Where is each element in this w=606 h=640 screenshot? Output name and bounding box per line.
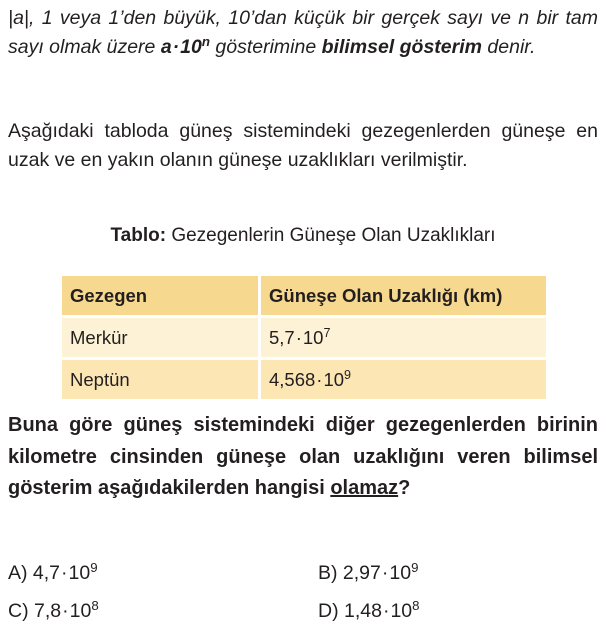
distance-base: 10: [323, 368, 345, 390]
distance-dot: ·: [316, 368, 323, 390]
planet-cell: Merkür: [62, 317, 260, 359]
table-row: [62, 317, 546, 359]
option-mantissa: 2,97: [342, 562, 381, 584]
option-base: 10: [390, 600, 413, 622]
option-c[interactable]: [8, 597, 99, 625]
option-d[interactable]: [318, 597, 420, 625]
option-exponent: 9: [411, 559, 419, 575]
option-letter: C): [8, 600, 29, 622]
caption-label: Tablo:: [110, 225, 167, 246]
distance-cell: [260, 317, 547, 359]
distance-base: 10: [302, 326, 324, 348]
option-mantissa: 1,48: [344, 600, 382, 622]
notation-ten: 10: [180, 36, 202, 58]
table-row: [62, 359, 546, 400]
distance-table: [62, 276, 546, 399]
option-base: 10: [389, 562, 412, 584]
option-dot: ·: [61, 562, 68, 584]
abs-a: |a|: [8, 7, 29, 29]
question-body: Buna göre güneş sistemindeki diğer gezegenlerden birinin kilometre cinsinden güneşe olan uzaklığını veren bilimsel gösterim aşağıdakilerden hangisi: [8, 414, 598, 499]
distance-cell: [260, 359, 547, 400]
distance-dot: ·: [295, 326, 302, 348]
option-mantissa: 4,7: [32, 562, 61, 584]
option-letter: D): [318, 600, 339, 622]
option-b[interactable]: [318, 559, 418, 587]
header-distance: Güneşe Olan Uzaklığı (km): [260, 276, 547, 317]
option-exponent: 8: [91, 597, 99, 613]
definition-paragraph: [8, 4, 598, 62]
caption-text: Gezegenlerin Güneşe Olan Uzaklıkları: [166, 225, 496, 246]
notation-formula: [160, 33, 210, 58]
question-underlined: olamaz: [330, 477, 399, 499]
table-caption: [0, 222, 606, 250]
option-mantissa: 7,8: [34, 600, 62, 622]
question-text: [8, 410, 598, 505]
option-letter: A): [8, 562, 28, 584]
option-exponent: 9: [90, 559, 98, 575]
definition-term: bilimsel gösterim: [321, 36, 482, 58]
option-dot: ·: [62, 600, 69, 622]
option-base: 10: [68, 562, 91, 584]
option-letter: B): [318, 562, 338, 584]
distance-mantissa: 5,7: [269, 326, 295, 348]
option-dot: ·: [382, 600, 390, 622]
definition-text-1: , 1 veya 1’den büyük, 10’dan küçük bir gerçek sayı ve n bir tam sayı olmak üzere: [8, 7, 598, 58]
notation-exponent: n: [201, 33, 210, 49]
header-planet: Gezegen: [62, 276, 260, 317]
table-header-row: [62, 276, 546, 317]
notation-base: a: [160, 36, 172, 58]
distance-mantissa: 4,568: [269, 368, 316, 390]
option-a[interactable]: [8, 559, 98, 587]
notation-dot: ·: [172, 36, 180, 58]
planet-cell: Neptün: [62, 359, 260, 400]
option-dot: ·: [381, 562, 389, 584]
option-base: 10: [69, 600, 92, 622]
intro-paragraph: Aşağıdaki tabloda güneş sistemindeki gezegenlerden güneşe en uzak ve en yakın olanın güneşe uzaklıkları verilmiştir.: [8, 120, 598, 171]
option-exponent: 8: [412, 597, 420, 613]
definition-text-2: gösterimine: [209, 36, 322, 58]
question-end: ?: [398, 477, 411, 499]
distance-exponent: 9: [344, 367, 352, 382]
definition-text-3: denir.: [482, 36, 536, 58]
distance-exponent: 7: [323, 325, 331, 340]
